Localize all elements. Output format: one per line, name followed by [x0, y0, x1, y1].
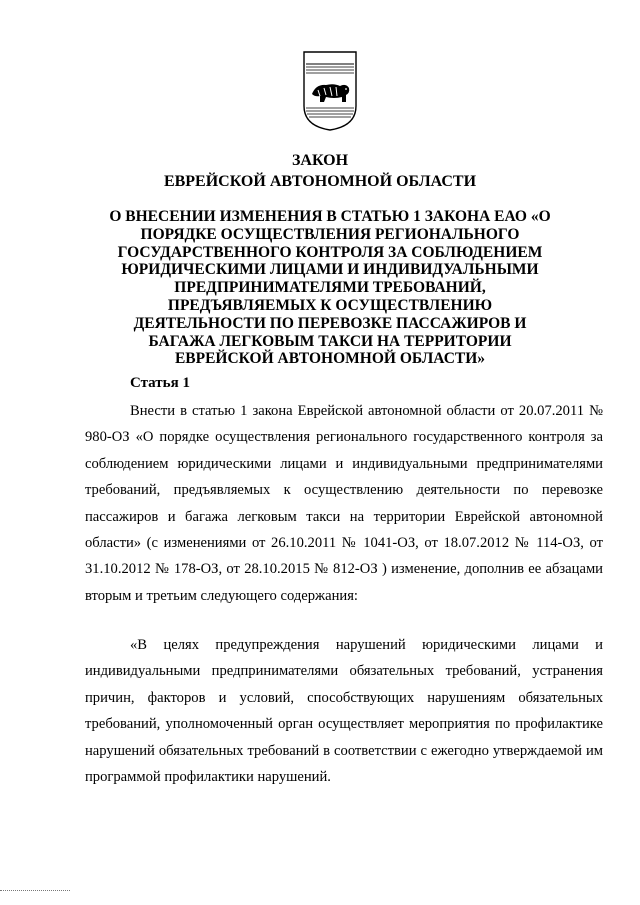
coat-of-arms-tiger-icon [302, 50, 358, 132]
article-paragraph-1: Внести в статью 1 закона Еврейской автономной области от 20.07.2011 № 980-ОЗ «О порядке осуществления регионального государственного контроля за соблюдением юридическими лицами и индивидуальными предпринимателями требований, предъявляемых к осуществлению деятельности по перевозке пассажиров и багажа легковым такси на территории Еврейской автономной области» (с изменениями от 26.10.2011 № 1041-ОЗ, от 18.07.2012 № 114-ОЗ, от 31.10.2012 № 178-ОЗ, от 28.10.2015 № 812-ОЗ ) изменение, дополнив ее абзацами вторым и третьим следующего содержания: [85, 403, 603, 604]
document-type-title: ЗАКОН [291, 152, 349, 169]
law-subject-title: О ВНЕСЕНИИ ИЗМЕНЕНИЯ В СТАТЬЮ 1 ЗАКОНА ЕАО «О ПОРЯДКЕ ОСУЩЕСТВЛЕНИЯ РЕГИОНАЛЬНОГО ГОСУДАРСТВЕННОГО КОНТРОЛЯ ЗА СОБЛЮДЕНИЕМ ЮРИДИЧЕСКИМИ ЛИЦАМИ И ИНДИВИДУАЛЬНЫМИ ПРЕДПРИНИМАТЕЛЯМИ ТРЕБОВАНИЙ, ПРЕДЪЯВЛЯЕМЫХ К ОСУЩЕСТВЛЕНИЮ ДЕЯТЕЛЬНОСТИ ПО ПЕРЕВОЗКЕ ПАССАЖИРОВ И БАГАЖА ЛЕГКОВЫМ ТАКСИ НА ТЕРРИТОРИИ ЕВРЕЙСКОЙ АВТОНОМНОЙ ОБЛАСТИ» [109, 208, 551, 368]
scan-artifact-line [0, 890, 70, 892]
region-title: ЕВРЕЙСКОЙ АВТОНОМНОЙ ОБЛАСТИ [163, 173, 477, 190]
article-heading: Статья 1 [130, 375, 190, 391]
coat-of-arms-emblem [302, 50, 358, 132]
article-paragraph-2: «В целях предупреждения нарушений юридическими лицами и индивидуальными предпринимателями обязательных требований, устранения причин, факторов и условий, способствующих нарушениям обязательных требований, уполномоченный орган осуществляет мероприятия по профилактике нарушений обязательных требований в соответствии с ежегодно утверждаемой им программой профилактики нарушений. [85, 637, 603, 786]
